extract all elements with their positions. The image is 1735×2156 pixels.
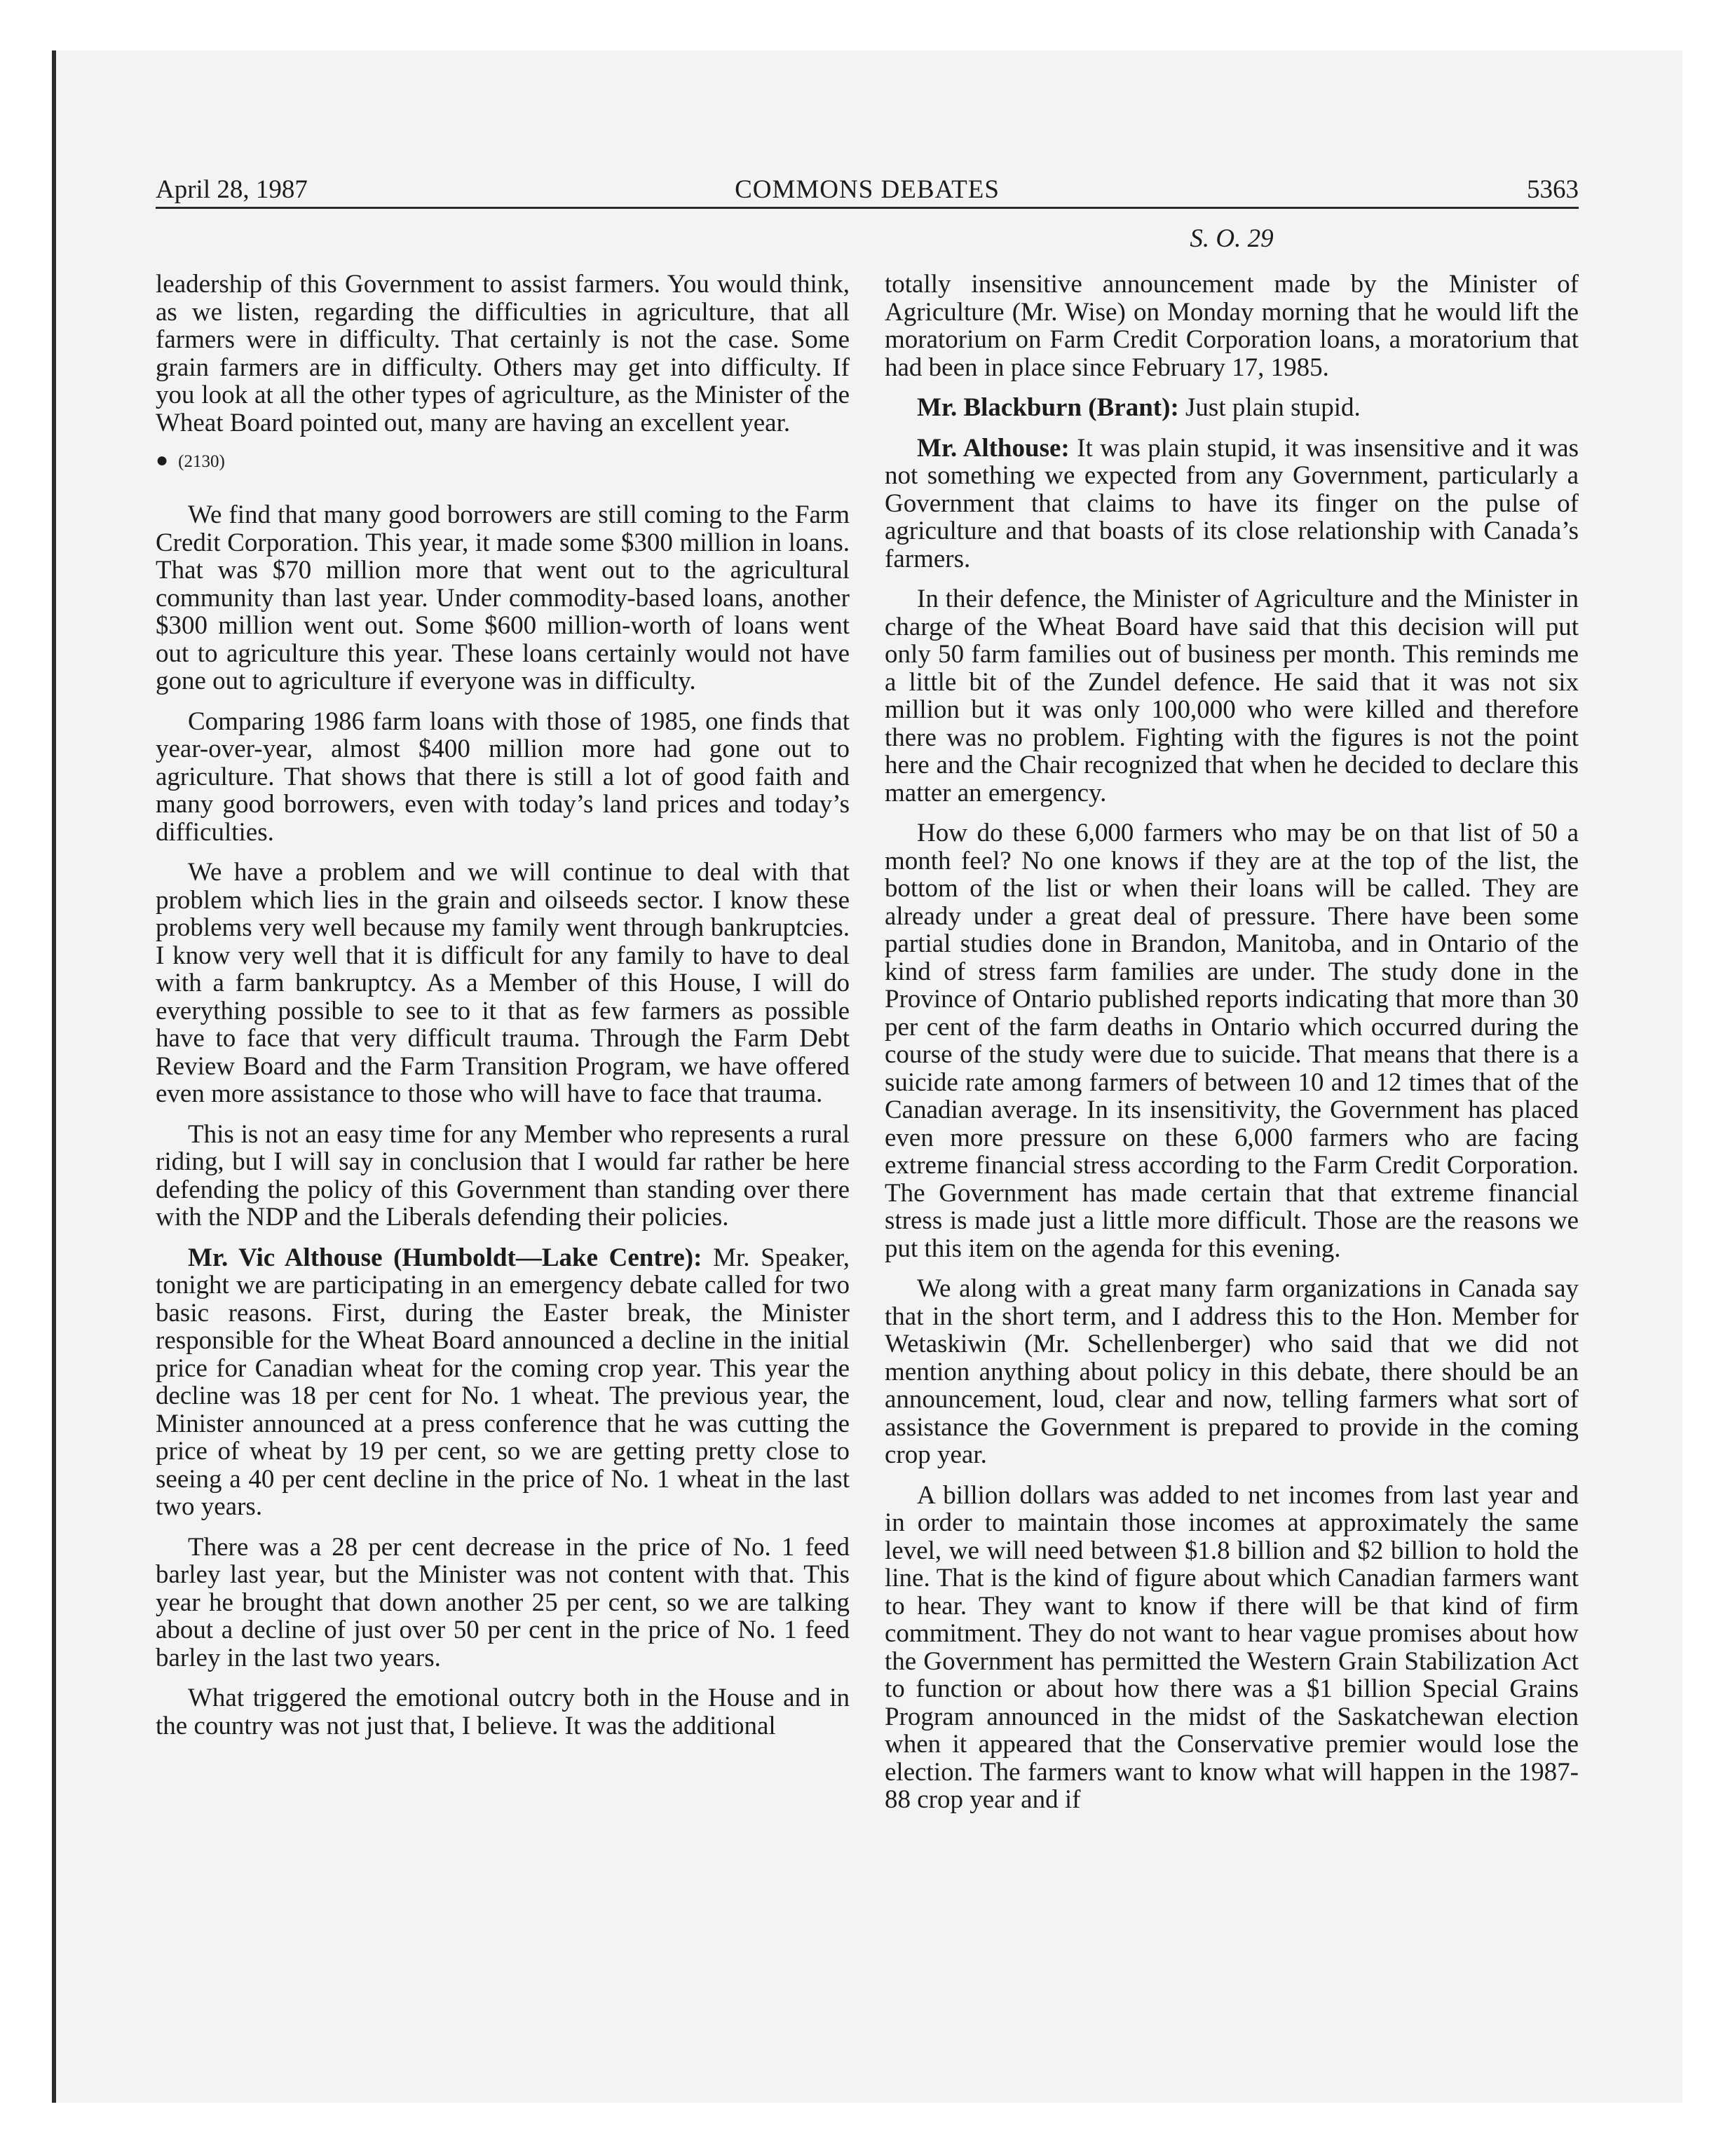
bullet-icon: ● [156, 449, 169, 472]
paragraph: We have a problem and we will continue to deal with that problem which lies in the grain and oilseeds sector. I know these problems very well because my family went through bankruptcies. I know very well that it is difficult for any family to have to deal with a farm bankruptcy. As a Member of this House, I will do everything possible to see to it that as few farmers as possible have to face that very difficult trauma. Through the Farm Debt Review Board and the Farm Transition Program, we have offered even more assistance to those who will have to face that trauma. [156, 858, 850, 1108]
paragraph: There was a 28 per cent decrease in the price of No. 1 feed barley last year, but the Minister was not content with that. This year he brought that down another 25 per cent, so we are talking about a decline of just over 50 per cent in the price of No. 1 feed barley in the last two years. [156, 1532, 850, 1672]
speaker-name: Mr. Blackburn (Brant): [917, 393, 1179, 422]
speech-text: Mr. Speaker, tonight we are participating in an emergency debate called for two basic reasons. First, during the Easter break, the Minister responsible for the Wheat Board announced a decline in the initial price for Canadian wheat for the coming crop year. This year the decline was 18 per cent for No. 1 wheat. The previous year, the Minister announced at a press conference that he was cutting the price of wheat by 19 per cent, so we are getting pretty close to seeing a 40 per cent decline in the price of No. 1 wheat in the last two years. [156, 1243, 850, 1521]
header-title: COMMONS DEBATES [735, 175, 1000, 204]
scan-margin [0, 0, 52, 2156]
time-marker-text: (2130) [178, 452, 225, 471]
page-number: 5363 [1527, 175, 1579, 204]
right-column [885, 271, 1579, 1827]
paragraph: totally insensitive announcement made by the Minister of Agriculture (Mr. Wise) on Monday morning that he would lift the moratorium on Farm Credit Corporation loans, a moratorium that had been in place since February 17, 1985. [885, 270, 1579, 382]
paragraph: We find that many good borrowers are still coming to the Farm Credit Corporation. This year, it made some $300 million in loans. That was $70 million more that went out to the agricultural community than last year. Under commodity-based loans, another $300 million went out. Some $600 million-worth of loans went out to agriculture this year. These loans certainly would not have gone out to agriculture if everyone was in difficulty. [156, 500, 850, 695]
speech-text: It was plain stupid, it was insensitive and it was not something we expected from any Government, particularly a Government that claims to have its finger on the pulse of agriculture and that boasts of its close relationship with Canada’s farmers. [885, 433, 1579, 573]
paragraph: leadership of this Government to assist farmers. You would think, as we listen, regarding the difficulties in agriculture, that all farmers were in difficulty. That certainly is not the case. Some grain farmers are in difficulty. Others may get into difficulty. If you look at all the other types of agriculture, as the Minister of the Wheat Board pointed out, many are having an excellent year. [156, 270, 850, 437]
paragraph: Comparing 1986 farm loans with those of 1985, one finds that year-over-year, almost $400 million more had gone out to agriculture. That shows that there is still a lot of good faith and many good borrowers, even with today’s land prices and today’s difficulties. [156, 707, 850, 847]
paragraph: This is not an easy time for any Member who represents a rural riding, but I will say in conclusion that I would far rather be here defending the policy of this Government than standing over there with the NDP and the Liberals defending their policies. [156, 1119, 850, 1231]
speech-paragraph [885, 394, 1579, 422]
header-date: April 28, 1987 [156, 175, 308, 204]
header-rule [156, 207, 1579, 209]
speaker-name: Mr. Vic Althouse (Humboldt—Lake Centre): [188, 1243, 702, 1272]
left-column [156, 271, 850, 1752]
speech-paragraph [885, 435, 1579, 573]
speaker-name: Mr. Althouse: [917, 433, 1070, 463]
paragraph: What triggered the emotional outcry both in the House and in the country was not just that, I believe. It was the additional [156, 1684, 850, 1740]
paragraph: We along with a great many farm organizations in Canada say that in the short term, and I address this to the Hon. Member for Wetaskiwin (Mr. Schellenberger) who said that we did not mention anything about policy in this debate, there should be an announcement, loud, clear and now, telling farmers what sort of assistance the Government is prepared to provide in the coming crop year. [885, 1274, 1579, 1469]
page-header [156, 172, 1579, 207]
speech-text: Just plain stupid. [1185, 393, 1361, 422]
paragraph: In their defence, the Minister of Agriculture and the Minister in charge of the Wheat Board have said that this decision will put only 50 farm families out of business per month. This reminds me a little bit of the Zundel defence. He said that it was not six million but it was only 100,000 who were killed and therefore there was no problem. Fighting with the figures is not the point here and the Chair recognized that when he decided to declare this matter an emergency. [885, 585, 1579, 807]
time-marker [156, 449, 850, 473]
section-label: S. O. 29 [1190, 224, 1274, 253]
speech-paragraph [156, 1244, 850, 1521]
paragraph: How do these 6,000 farmers who may be on that list of 50 a month feel? No one knows if they are at the top of the list, the bottom of the list or when their loans will be called. They are already under a great deal of pressure. There have been some partial studies done in Brandon, Manitoba, and in Ontario of the kind of stress farm families are under. The study done in the Province of Ontario published reports indicating that more than 30 per cent of the farm deaths in Ontario which occurred during the course of the study were due to suicide. That means that there is a suicide rate among farmers of between 10 and 12 times that of the Canadian average. In its insensitivity, the Government has placed even more pressure on these 6,000 farmers who are facing extreme financial stress according to the Farm Credit Corporation. The Government has made certain that that extreme financial stress is made just a little more difficult. Those are the reasons we put this item on the agenda for this evening. [885, 819, 1579, 1263]
paragraph: A billion dollars was added to net incomes from last year and in order to maintain those incomes at approximately the same level, we will need between $1.8 billion and $2 billion to hold the line. That is the kind of figure about which Canadian farmers want to hear. They want to know if there will be that kind of firm commitment. They do not want to hear vague promises about how the Government has permitted the Western Grain Stabilization Act to function or about how there was a $1 billion Special Grains Program announced in the midst of the Saskatchewan election when it appeared that the Conservative premier would lose the election. The farmers want to know what will happen in the 1987-88 crop year and if [885, 1480, 1579, 1814]
